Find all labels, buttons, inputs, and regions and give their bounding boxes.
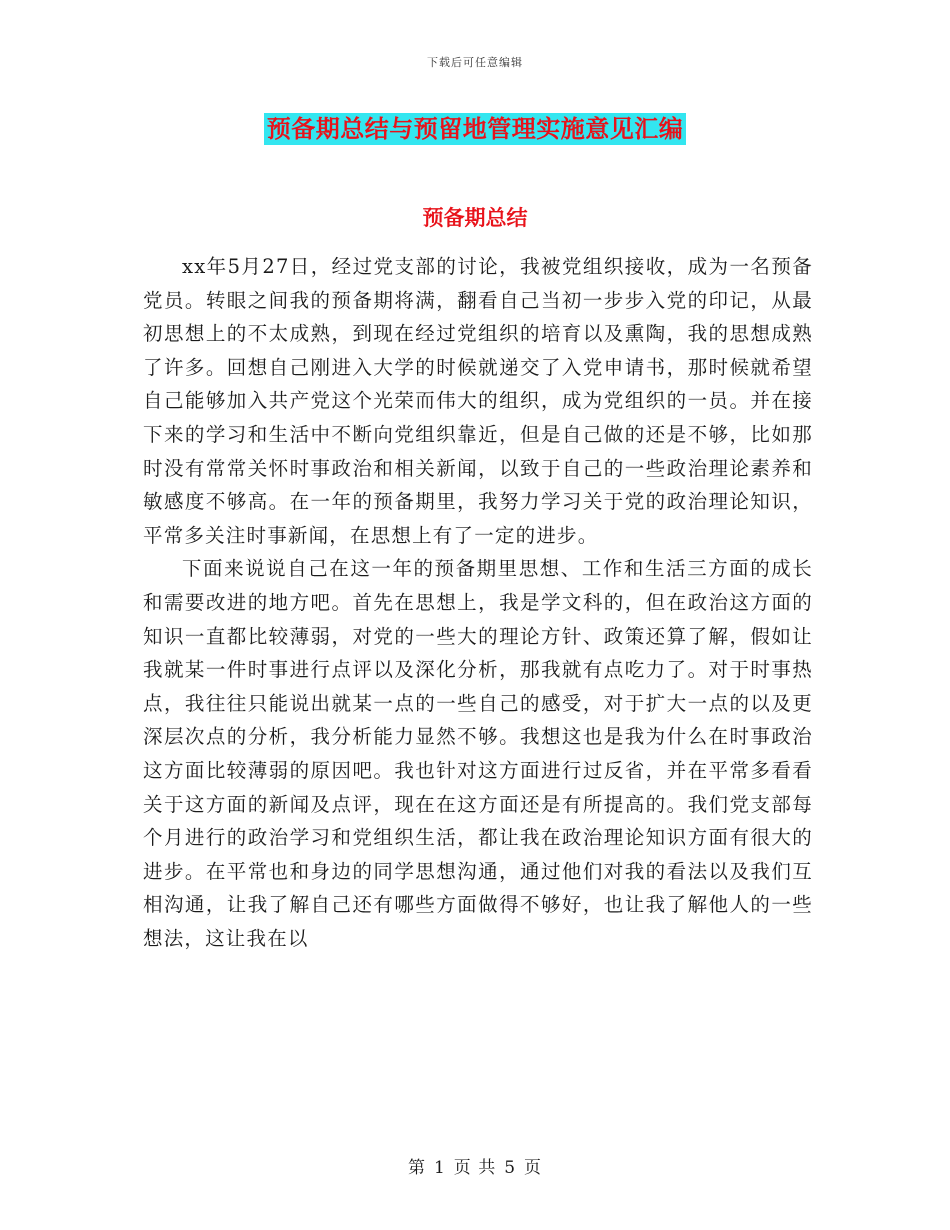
document-body	[143, 250, 813, 955]
page-suffix: 页	[524, 1158, 543, 1178]
page-mid: 页 共	[453, 1158, 497, 1178]
page-prefix: 第	[407, 1158, 426, 1178]
header-note: 下载后可任意编辑	[427, 56, 523, 69]
page-number: 1	[433, 1158, 446, 1178]
page-total: 5	[504, 1158, 517, 1178]
paragraph: 下面来说说自己在这一年的预备期里思想、工作和生活三方面的成长和需要改进的地方吧。首先在思想上，我是学文科的，但在政治这方面的知识一直都比较薄弱，对党的一些大的理论方针、政策还算了解，假如让我就某一件时事进行点评以及深化分析，那我就有点吃力了。对于时事热点，我往往只能说出就某一点的一些自己的感受，对于扩大一点的以及更深层次点的分析，我分析能力显然不够。我想这也是我为什么在时事政治这方面比较薄弱的原因吧。我也针对这方面进行过反省，并在平常多看看关于这方面的新闻及点评，现在在这方面还是有所提高的。我们党支部每个月进行的政治学习和党组织生活，都让我在政治理论知识方面有很大的进步。在平常也和身边的同学思想沟通，通过他们对我的看法以及我们互相沟通，让我了解自己还有哪些方面做得不够好，也让我了解他人的一些想法，这让我在以	[143, 557, 813, 950]
document-title: 预备期总结与预留地管理实施意见汇编	[264, 113, 687, 145]
paragraph: xx年5月27日，经过党支部的讨论，我被党组织接收，成为一名预备党员。转眼之间我的预备期将满，翻看自己当初一步步入党的印记，从最初思想上的不太成熟，到现在经过党组织的培育以及熏陶，我的思想成熟了许多。回想自己刚进入大学的时候就递交了入党申请书，那时候就希望自己能够加入共产党这个光荣而伟大的组织，成为党组织的一员。并在接下来的学习和生活中不断向党组织靠近，但是自己做的还是不够，比如那时没有常常关怀时事政治和相关新闻，以致于自己的一些政治理论素养和敏感度不够高。在一年的预备期里，我努力学习关于党的政治理论知识，平常多关注时事新闻，在思想上有了一定的进步。	[143, 255, 813, 547]
page-footer	[0, 1153, 950, 1178]
document-title-container	[0, 113, 950, 145]
section-title: 预备期总结	[422, 206, 528, 230]
